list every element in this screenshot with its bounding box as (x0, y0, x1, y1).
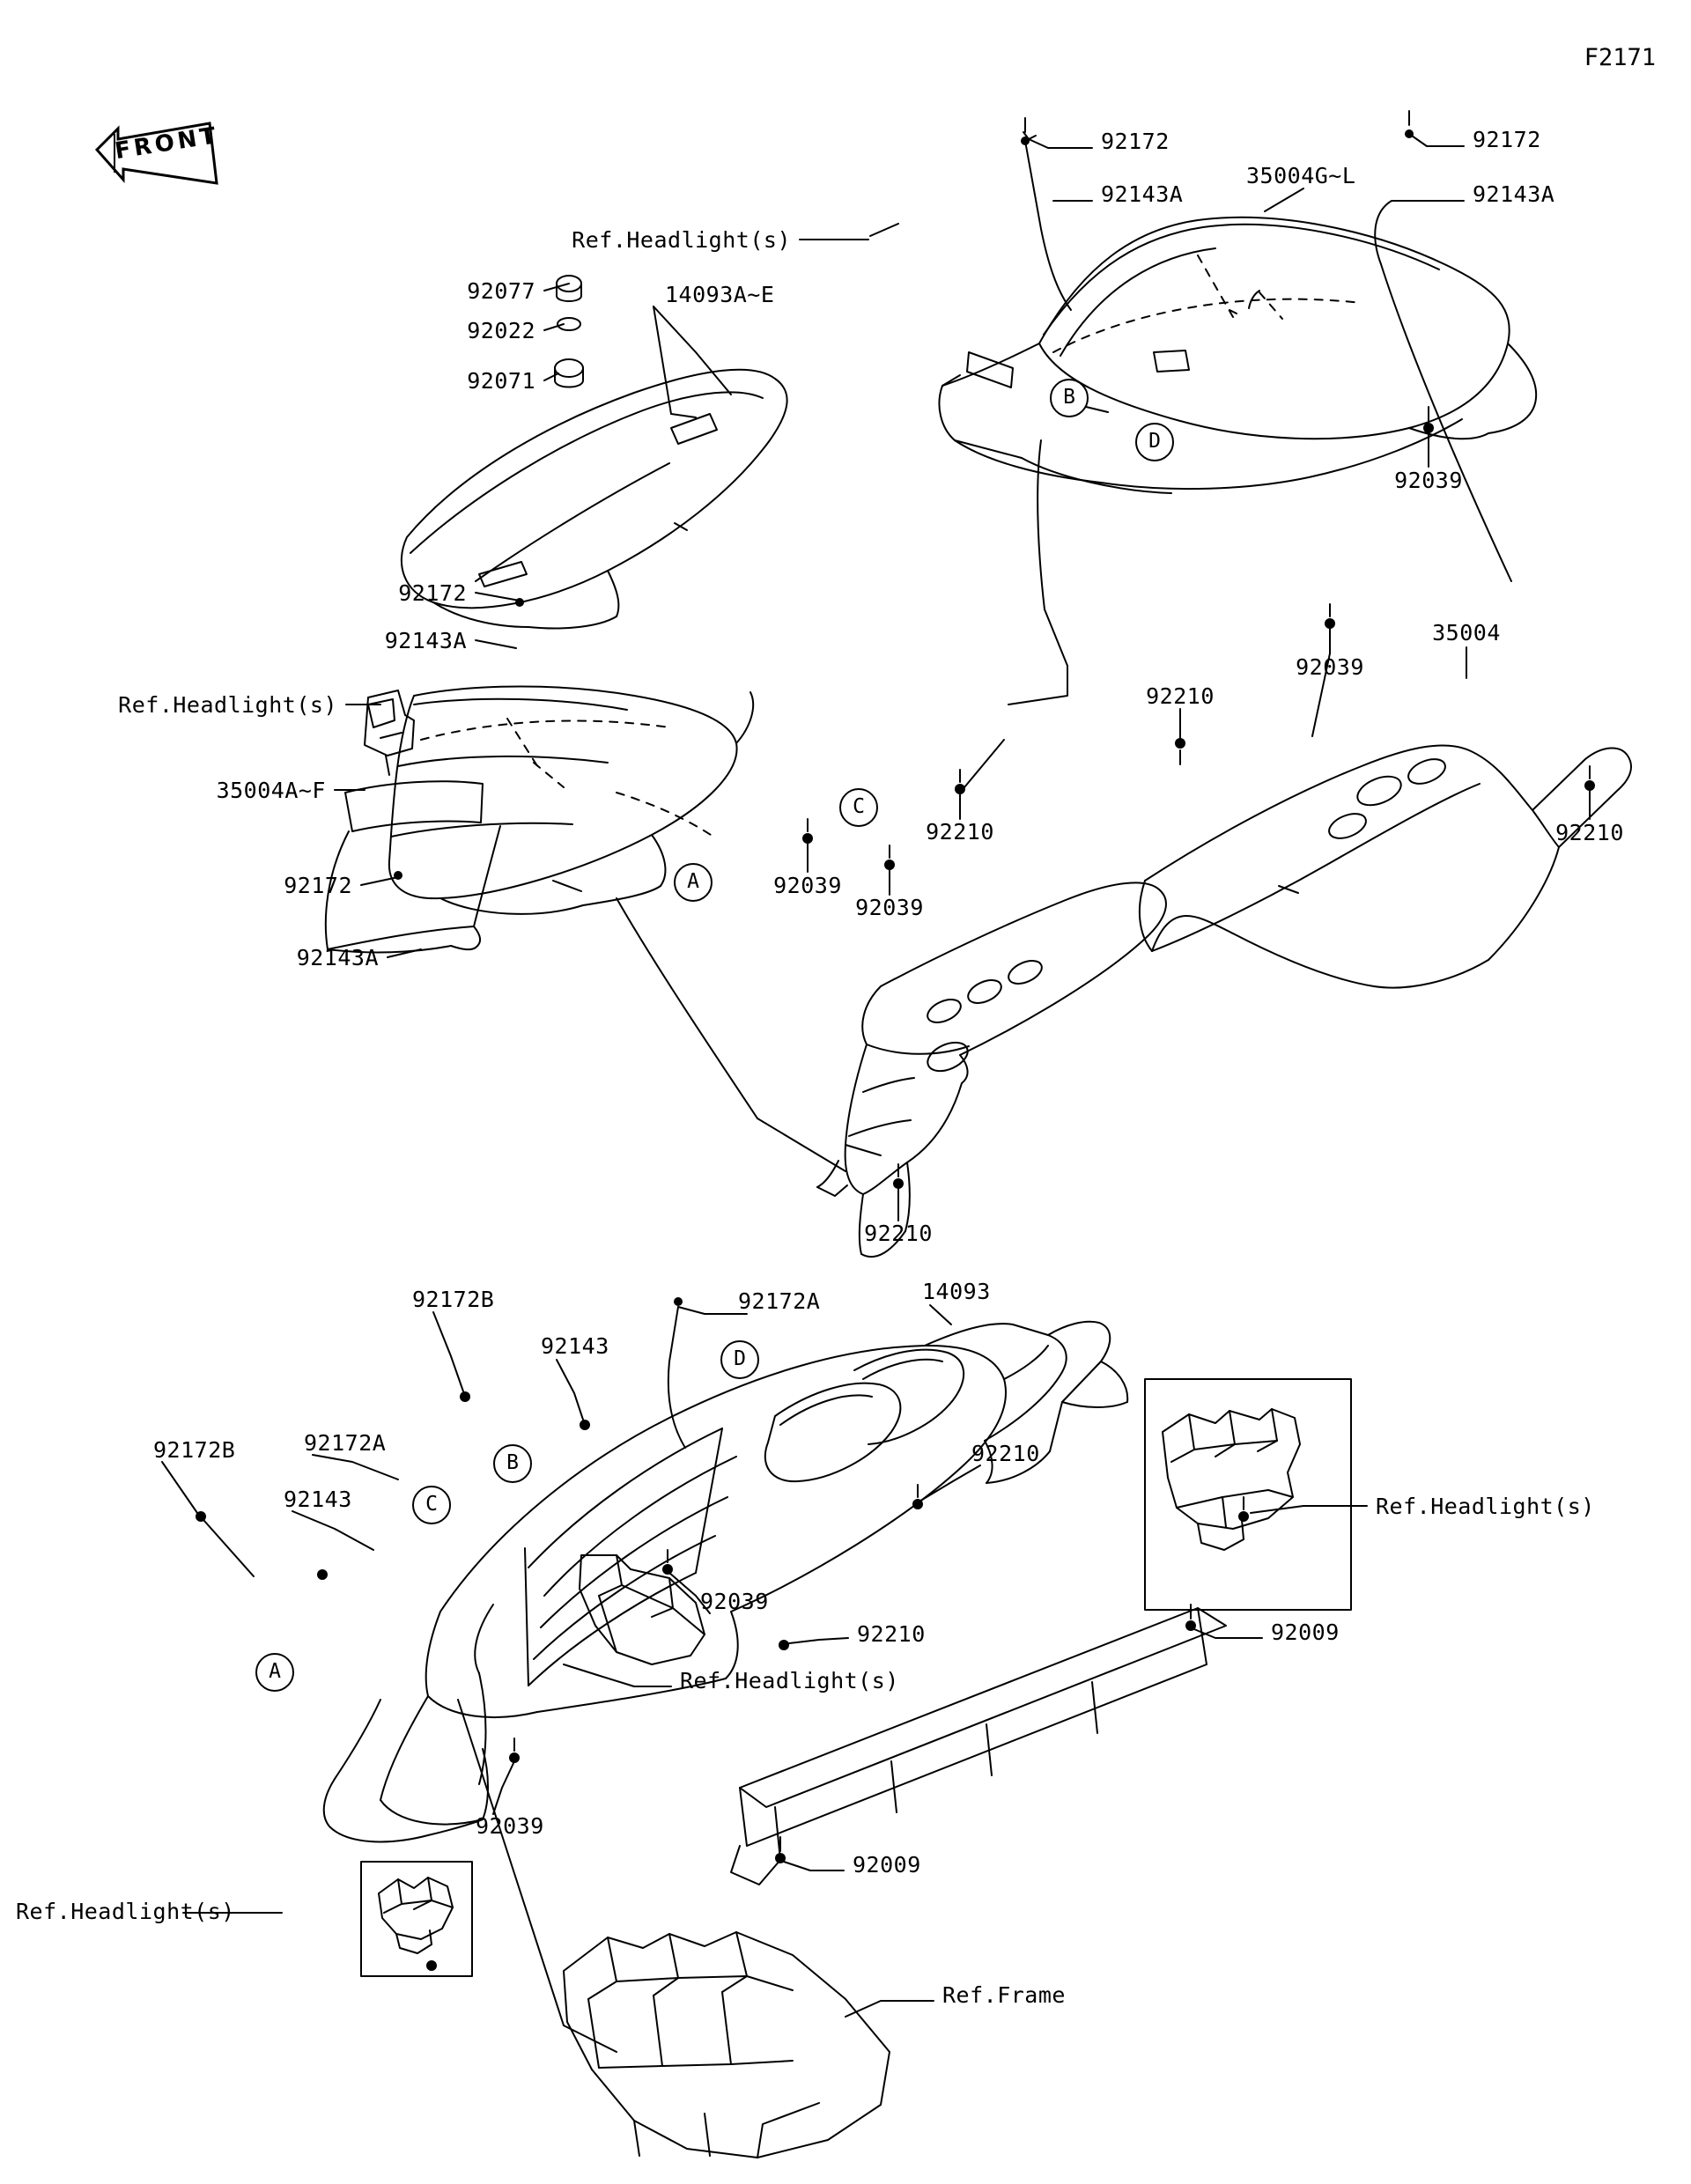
reference-label: Ref.Headlight(s) (572, 227, 791, 253)
part-label: 92071 (467, 368, 535, 394)
front-badge-label: FRONT (113, 122, 222, 166)
callout-C: C (412, 1486, 451, 1524)
callout-C: C (839, 788, 878, 827)
part-center-frame-structure (817, 882, 1166, 1257)
part-label: 92172 (284, 873, 352, 898)
part-label: 92039 (700, 1589, 769, 1614)
part-35004-main-support (1140, 745, 1631, 987)
part-label: 92039 (773, 873, 842, 898)
reference-label: Ref.Headlight(s) (118, 692, 337, 718)
part-label: 92172B (412, 1287, 495, 1312)
part-label: 92210 (1146, 683, 1215, 709)
part-label: 92172B (153, 1437, 236, 1463)
part-label: 92143 (284, 1487, 352, 1512)
part-label: 92210 (864, 1221, 933, 1246)
part-label: 92143 (541, 1333, 609, 1359)
reference-label: Ref.Headlight(s) (1376, 1494, 1595, 1519)
part-label: 92172 (1101, 129, 1170, 154)
part-label: 92210 (1555, 820, 1624, 845)
lower-fastener-dots (196, 1297, 1249, 1971)
part-label: 92039 (855, 895, 924, 920)
part-label: 92172A (738, 1288, 821, 1314)
part-label: 92210 (971, 1441, 1040, 1466)
part-14093-grille (324, 1322, 1127, 1842)
callout-A: A (255, 1653, 294, 1692)
part-label: 14093A~E (665, 282, 775, 307)
part-label: 92009 (853, 1852, 921, 1878)
part-label: 92009 (1271, 1620, 1340, 1645)
part-label: 35004 (1432, 620, 1501, 646)
part-label: 92039 (1296, 654, 1364, 680)
callout-D: D (1135, 423, 1174, 461)
part-35004G-L-upper-hood (939, 218, 1536, 493)
callout-A: A (674, 863, 713, 902)
headlight-bracket-left-lower (361, 1862, 472, 1976)
part-label: 92143A (1101, 181, 1184, 207)
part-label: 92210 (857, 1621, 926, 1647)
part-label: 35004A~F (216, 778, 326, 803)
reference-label: Ref.Headlight(s) (16, 1899, 235, 1924)
part-label: 92172A (304, 1430, 387, 1456)
part-label: 92022 (467, 318, 535, 343)
reference-label: Ref.Headlight(s) (680, 1668, 899, 1693)
part-label: 92172 (1473, 127, 1541, 152)
part-label: 92143A (384, 628, 467, 653)
callout-D: D (720, 1340, 759, 1379)
fastener-stack-92077-92022-92071 (555, 276, 583, 387)
sheet-code: F2171 (1584, 44, 1656, 71)
part-label: 92039 (1394, 468, 1463, 493)
part-label: 92143A (296, 945, 379, 970)
headlight-bracket-left-upper (365, 690, 414, 775)
part-label: 92210 (926, 819, 994, 845)
part-label: 92143A (1473, 181, 1555, 207)
headlight-bracket-right-lower (1145, 1379, 1351, 1610)
upper-fastener-dots (394, 129, 1595, 1189)
part-label: 14093 (922, 1279, 991, 1304)
callout-B: B (493, 1444, 532, 1483)
part-label: 35004G~L (1246, 163, 1356, 188)
callout-B: B (1050, 379, 1089, 417)
part-label: 92172 (398, 580, 467, 606)
part-label: 92039 (476, 1813, 544, 1839)
part-lower-left-fascia (326, 781, 500, 952)
part-label: 92077 (467, 278, 535, 304)
reference-label: Ref.Frame (942, 1982, 1066, 2008)
